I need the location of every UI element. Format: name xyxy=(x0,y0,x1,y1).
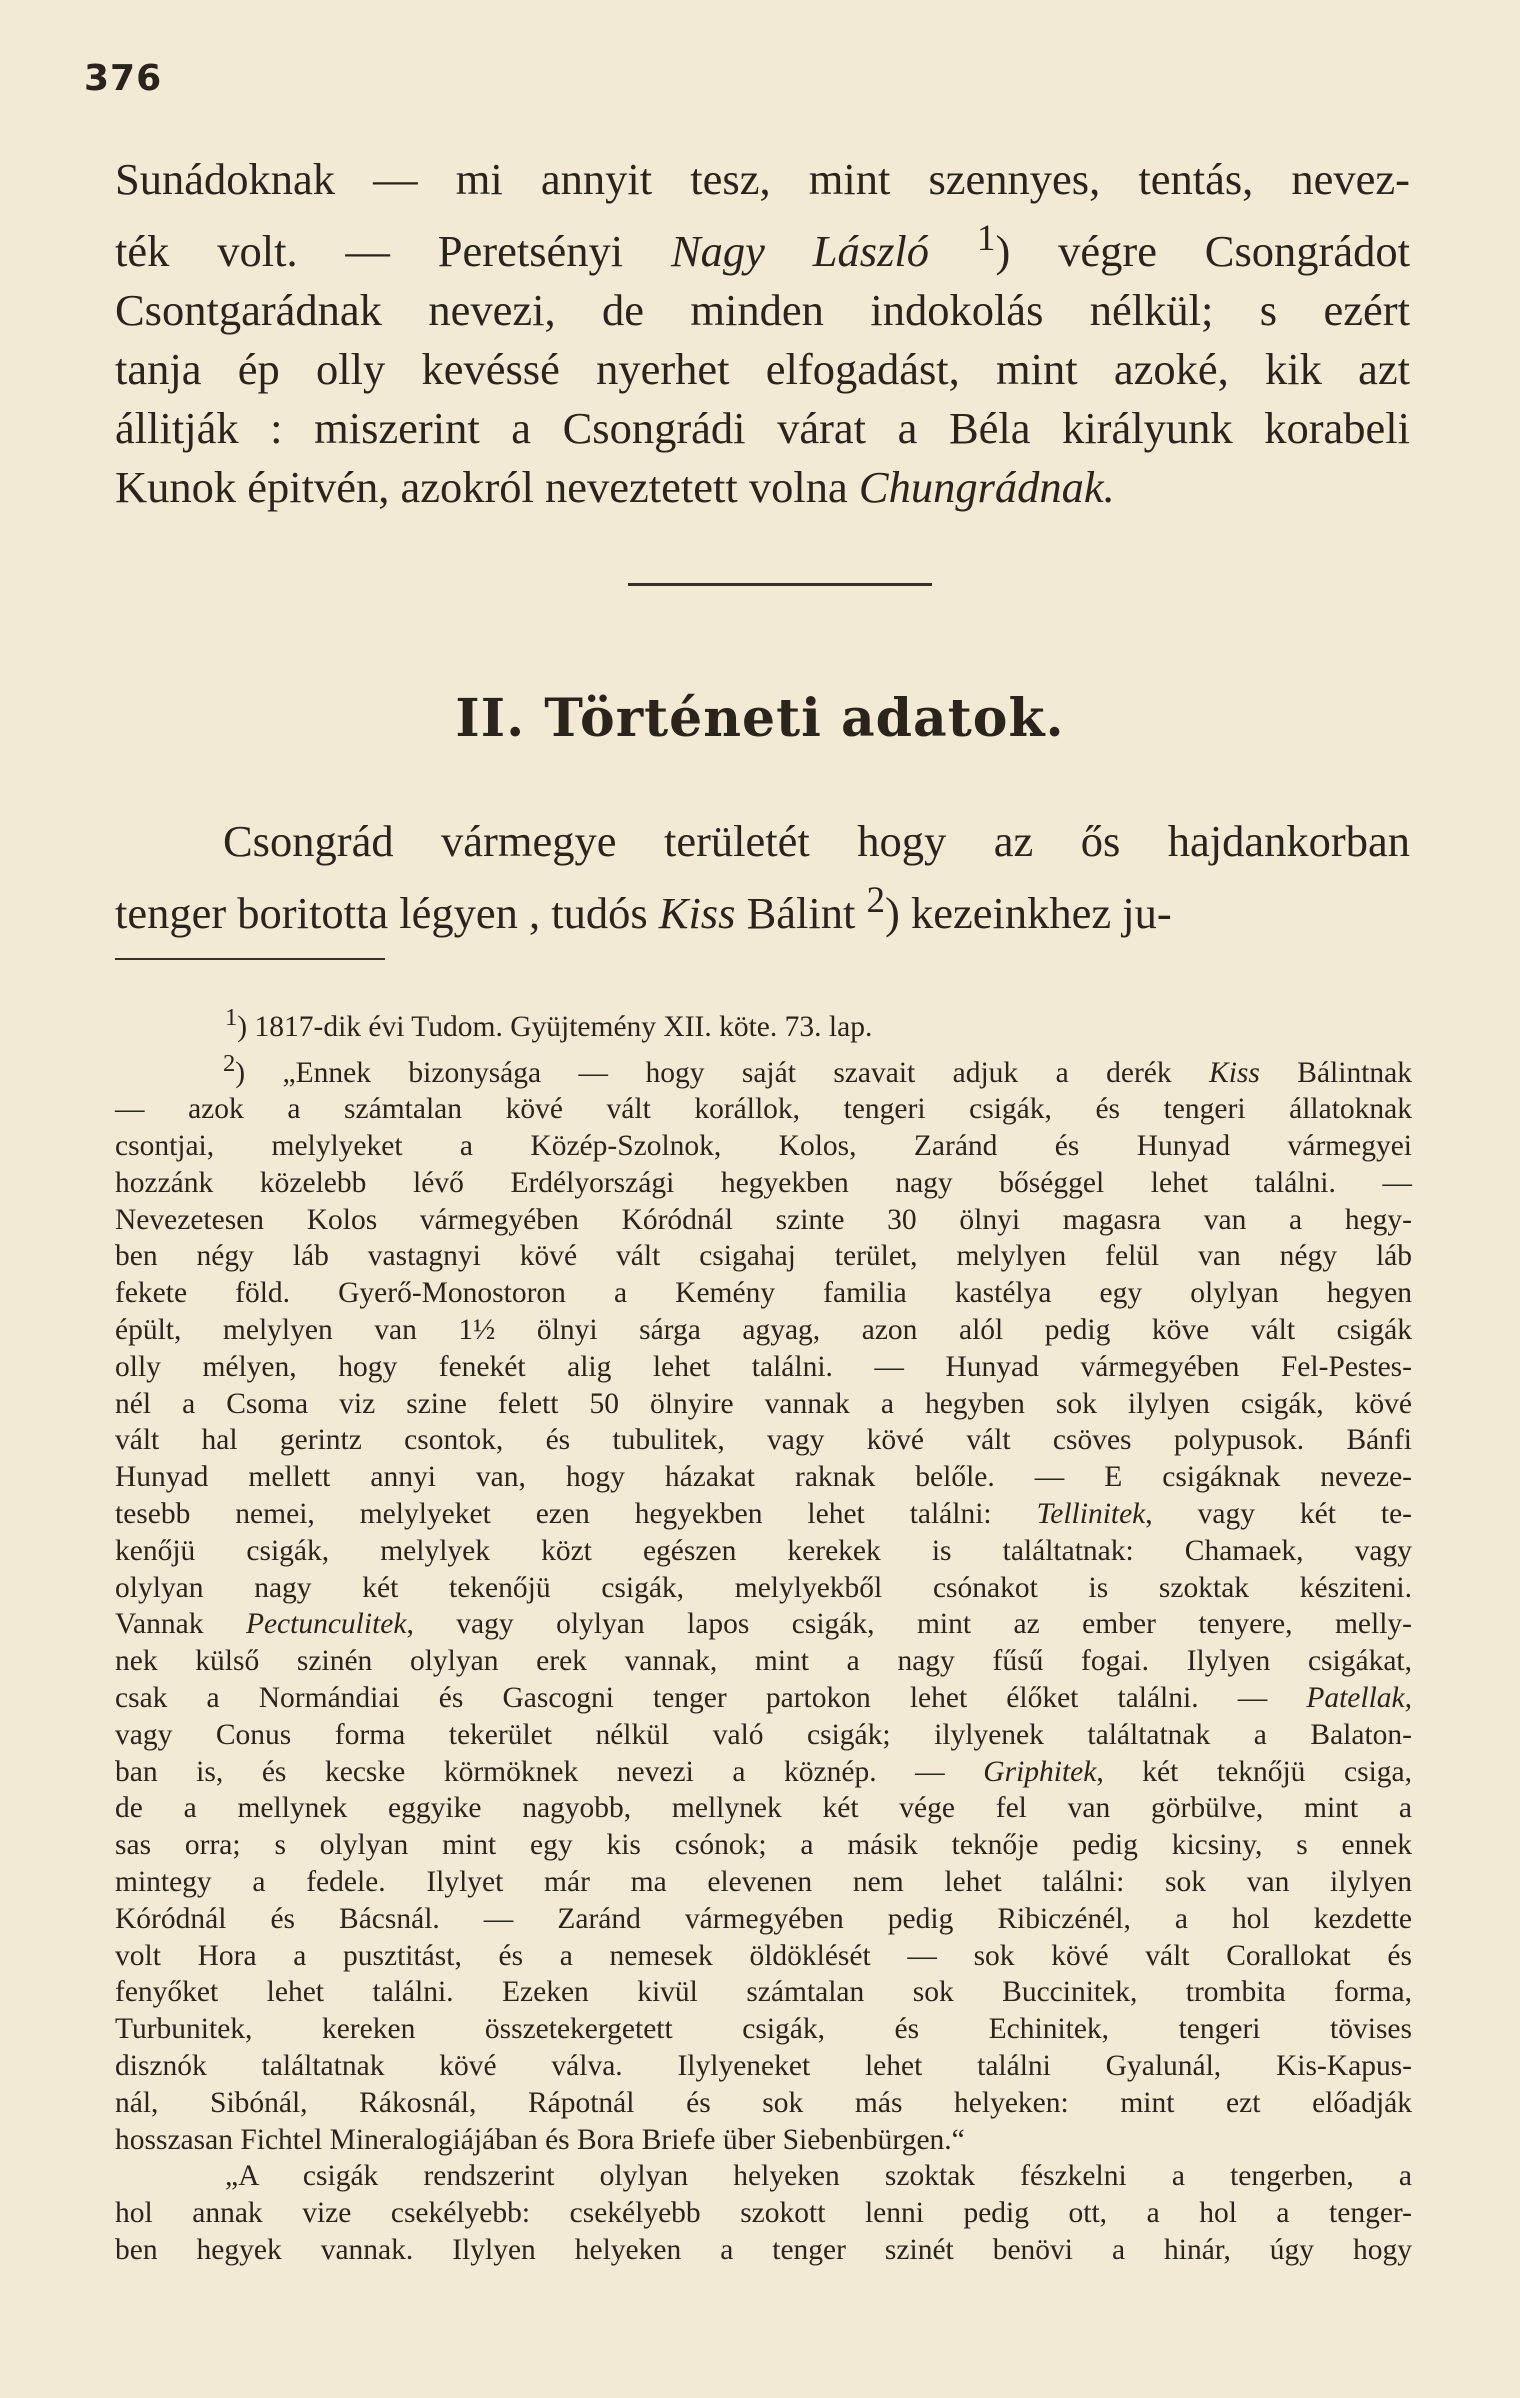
footnote-ref: 2 xyxy=(866,880,886,921)
footnote-2-line: nál, Sibónál, Rákosnál, Rápotnál és sok más helyeken: mint ezt előadják xyxy=(115,2086,1412,2119)
footnote-2-line: hol annak vize csekélyebb: csekélyebb szokott lenni pedig ott, a hol a tenger- xyxy=(115,2197,1412,2230)
paragraph-intro xyxy=(115,812,1410,943)
text-line: Csongrád vármegye területét hogy az ős hajdankorban xyxy=(223,816,1410,866)
footnote-2-line: Vannak Pectunculitek, vagy olylyan lapos csigák, mint az ember tenyere, melly- xyxy=(115,1608,1412,1641)
paragraph-etymology xyxy=(115,150,1410,517)
text-line: Kunok épitvén, azokról neveztetett volna Chungrádnak. xyxy=(115,461,1115,512)
footnote-2-line: épült, melylyen van 1½ ölnyi sárga agyag, azon alól pedig köve vált csigák xyxy=(115,1314,1412,1347)
footnote-2-line: ben hegyek vannak. Ilylyen helyeken a tenger szinét benövi a hinár, úgy hogy xyxy=(115,2233,1412,2266)
text-line: Csontgarádnak nevezi, de minden indokolás nélkül; s ezért xyxy=(115,284,1410,335)
author-name: Nagy László xyxy=(671,225,930,276)
footnote-mark: 2 xyxy=(223,1049,236,1077)
footnote-mark: 1 xyxy=(225,1004,238,1031)
footnote-2-line: nek külső szinén olylyan erek vannak, mint a nagy fűsű fogai. Ilylyen csigákat, xyxy=(115,1645,1412,1678)
section-heading: II. Történeti adatok. xyxy=(455,688,1065,749)
footnote-2-line: kenőjü csigák, melylyek közt egészen kerekek is találtatnak: Chamaek, vagy xyxy=(115,1534,1412,1567)
footnote-2-line: fekete föld. Gyerő-Monostoron a Kemény familia kastélya egy olylyan hegyen xyxy=(115,1277,1412,1310)
footnote-2-line: vált hal gerintz csontok, és tubulitek, vagy kövé vált csöves polypusok. Bánfi xyxy=(115,1424,1412,1457)
footnote-2-line: mintegy a fedele. Ilylyet már ma elevenen nem lehet találni: sok van ilylyen xyxy=(115,1865,1412,1898)
footnote-2-line: csontjai, melylyeket a Közép-Szolnok, Kolos, Zaránd és Hunyad vármegyei xyxy=(115,1130,1412,1163)
text-line: tenger boritotta légyen , tudós Kiss Bálint $^2$) kezeinkhez ju- xyxy=(115,880,1172,938)
text-line: ték volt. — Peretsényi Nagy László $^1$) végre Csongrádot xyxy=(115,218,1410,276)
italic-term: Chungrádnak. xyxy=(858,461,1115,512)
footnote-2-line: olly mélyen, hogy fenekét alig lehet találni. — Hunyad vármegyében Fel-Pestes- xyxy=(115,1350,1412,1383)
footnote-2-line: de a mellynek eggyike nagyobb, mellynek két vége fel van görbülve, mint a xyxy=(115,1792,1412,1825)
footnote-1: $^1$) 1817-dik évi Tudom. Gyüjtemény XII. köte. 73. lap. xyxy=(225,1004,873,1043)
author-name: Kiss xyxy=(658,887,736,938)
footnote-2-line: Turbunitek, kereken összetekergetett csigák, és Echinitek, tengeri tövises xyxy=(115,2013,1412,2046)
footnote-2-line: tesebb nemei, melylyeket ezen hegyekben lehet találni: Tellinitek, vagy két te- xyxy=(115,1498,1412,1531)
footnote-2-line: „A csigák rendszerint olylyan helyeken szoktak fészkelni a tengerben, a xyxy=(225,2160,1412,2193)
footnote-2-line: ban is, és kecske körmöknek nevezi a köznép. — Griphitek, két teknőjü csiga, xyxy=(115,1755,1412,1788)
footnote-divider xyxy=(115,958,385,960)
footnote-2-line: Nevezetesen Kolos vármegyében Kóródnál szinte 30 ölnyi magasra van a hegy- xyxy=(115,1203,1412,1236)
text-line: tanja ép olly kevéssé nyerhet elfogadást, mint azoké, kik azt xyxy=(115,343,1410,394)
footnote-2-line: csak a Normándiai és Gascogni tenger partokon lehet élőket találni. — Patellak, xyxy=(115,1682,1412,1714)
text-line: állitják : miszerint a Csongrádi várat a Béla királyunk korabeli xyxy=(115,402,1410,453)
footnote-2-line: hozzánk közelebb lévő Erdélyországi hegyekben nagy bőséggel lehet találni. — xyxy=(115,1166,1412,1199)
footnote-2-line: ben négy láb vastagnyi kövé vált csigahaj terület, melylyen felül van négy láb xyxy=(115,1240,1412,1273)
footnote-2-line: — azok a számtalan kövé vált korállok, tengeri csigák, és tengeri állatoknak xyxy=(115,1093,1412,1126)
footnote-2-line: volt Hora a pusztitást, és a nemesek öldöklését — sok kövé vált Corallokat és xyxy=(115,1939,1412,1972)
footnote-2-line: disznók találtatnak kövé válva. Ilylyeneket lehet találni Gyalunál, Kis-Kapus- xyxy=(115,2049,1412,2082)
section-divider xyxy=(628,583,932,586)
footnote-2-line: hosszasan Fichtel Mineralogiájában és Bora Briefe über Siebenbürgen.“ xyxy=(115,2123,965,2156)
footnote-2-line: fenyőket lehet találni. Ezeken kivül számtalan sok Buccinitek, trombita forma, xyxy=(115,1976,1412,2009)
footnote-2-line: vagy Conus forma tekerület nélkül való csigák; ilylyenek találtatnak a Balaton- xyxy=(115,1718,1412,1751)
footnote-2-line: olylyan nagy két tekenőjü csigák, melylyekből csónakot is szoktak késziteni. xyxy=(115,1571,1412,1604)
footnote-ref: 1 xyxy=(976,218,996,259)
footnote-2-line: sas orra; s olylyan mint egy kis csónok; a másik teknője pedig kicsiny, s ennek xyxy=(115,1829,1412,1862)
page-number: 376 xyxy=(84,58,163,99)
footnote-2-line: $^2$) „Ennek bizonysága — hogy saját szavait adjuk a derék Kiss Bálintnak xyxy=(223,1049,1412,1089)
text-line: Sunádoknak — mi annyit tesz, mint szennyes, tentás, nevez- xyxy=(115,154,1410,204)
footnote-2-line: nél a Csoma viz szine felett 50 ölnyire vannak a hegyben sok ilylyen csigák, kövé xyxy=(115,1387,1412,1420)
footnote-2-line: Kóródnál és Bácsnál. — Zaránd vármegyében pedig Ribiczénél, a hol kezdette xyxy=(115,1902,1412,1935)
footnote-2-line: Hunyad mellett annyi van, hogy házakat raknak belőle. — E csigáknak neveze- xyxy=(115,1461,1412,1494)
footnotes xyxy=(115,1000,1412,2269)
